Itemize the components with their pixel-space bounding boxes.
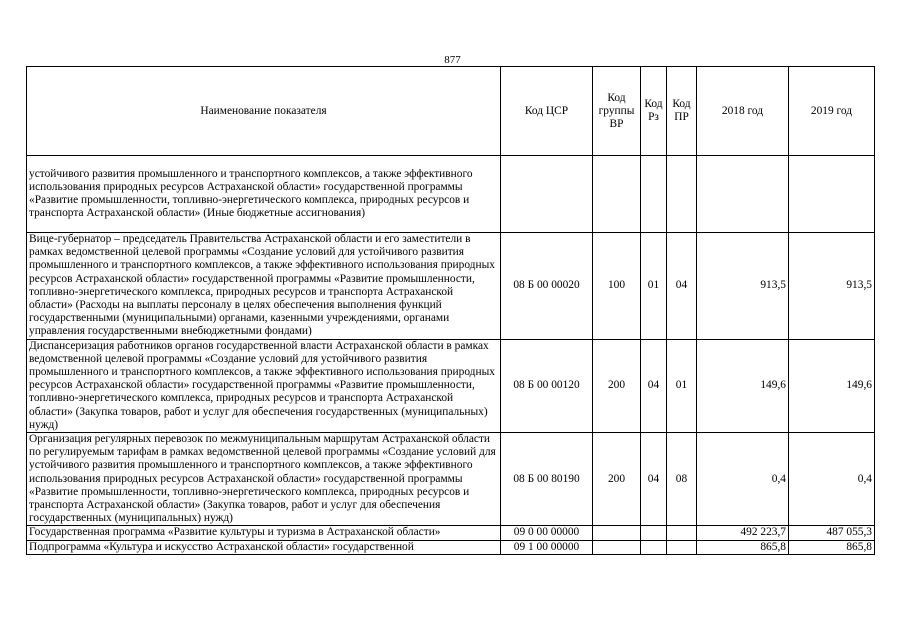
row-pr: 04 [667,233,697,340]
row-vr: 100 [593,233,641,340]
row-name: Подпрограмма «Культура и искусство Астраханской области» государственной [27,540,501,554]
table-header-row [27,67,875,156]
table-row [27,540,875,554]
header-rz: Код Рз [641,67,667,156]
table-row [27,156,875,233]
header-pr: Код ПР [667,67,697,156]
row-rz [641,156,667,233]
row-rz: 01 [641,233,667,340]
page-number: 877 [444,54,461,66]
header-vr: Код группы ВР [593,67,641,156]
row-name: Вице-губернатор – председатель Правительства Астраханской области и его заместители в рамках ведомственной целевой программы «Создание условий для устойчивого развития промышленного и транспортного комплексов, а также эффективного использования природных ресурсов Астраханской области» государственной программы «Развитие промышленности, топливно-энергетического комплекса, природных ресурсов и транспорта Астраханской области» (Расходы на выплаты персоналу в целях обеспечения выполнения функций государственными (муниципальными) органами, казенными учреждениями, органами управления государственными внебюджетными фондами) [27,233,501,340]
header-2019: 2019 год [789,67,875,156]
table-row [27,233,875,340]
row-pr [667,526,697,540]
header-2018: 2018 год [697,67,789,156]
row-vr: 200 [593,433,641,526]
header-name: Наименование показателя [27,67,501,156]
budget-table [26,66,875,555]
row-name: Диспансеризация работников органов государственной власти Астраханской области в рамках ведомственной целевой программы «Создание условий для устойчивого развития промышленного и транспортного комплексов, а также эффективного использования природных ресурсов Астраханской области» государственной программы «Развитие промышленности, топливно-энергетического комплекса, природных ресурсов и транспорта Астраханской области» (Закупка товаров, работ и услуг для обеспечения государственных (муниципальных) нужд) [27,339,501,432]
row-2019: 913,5 [789,233,875,340]
row-rz [641,526,667,540]
table-row [27,339,875,432]
row-2019 [789,156,875,233]
row-vr [593,540,641,554]
row-csr: 08 Б 00 80190 [501,433,593,526]
row-2018: 492 223,7 [697,526,789,540]
row-2018: 0,4 [697,433,789,526]
row-pr: 01 [667,339,697,432]
row-vr [593,156,641,233]
row-name: Государственная программа «Развитие культуры и туризма в Астраханской области» [27,526,501,540]
row-name: устойчивого развития промышленного и транспортного комплексов, а также эффективного использования природных ресурсов Астраханской области» государственной программы «Развитие промышленности, топливно-энергетического комплекса, природных ресурсов и транспорта Астраханской области» (Иные бюджетные ассигнования) [27,156,501,233]
row-pr: 08 [667,433,697,526]
row-2018 [697,156,789,233]
row-csr: 09 0 00 00000 [501,526,593,540]
row-rz [641,540,667,554]
row-csr: 08 Б 00 00020 [501,233,593,340]
row-csr [501,156,593,233]
row-vr: 200 [593,339,641,432]
row-2018: 913,5 [697,233,789,340]
table-row [27,526,875,540]
table-row [27,433,875,526]
row-2018: 865,8 [697,540,789,554]
header-csr: Код ЦСР [501,67,593,156]
row-pr [667,156,697,233]
row-pr [667,540,697,554]
row-csr: 09 1 00 00000 [501,540,593,554]
row-2019: 487 055,3 [789,526,875,540]
row-2019: 0,4 [789,433,875,526]
row-name: Организация регулярных перевозок по межмуниципальным маршрутам Астраханской области по регулируемым тарифам в рамках ведомственной целевой программы «Создание условий для устойчивого развития промышленного и транспортного комплексов, а также эффективного использования природных ресурсов Астраханской области» государственной программы «Развитие промышленности, топливно-энергетического комплекса, природных ресурсов и транспорта Астраханской области» (Закупка товаров, работ и услуг для обеспечения государственных (муниципальных) нужд) [27,433,501,526]
row-rz: 04 [641,433,667,526]
row-vr [593,526,641,540]
row-csr: 08 Б 00 00120 [501,339,593,432]
row-2019: 149,6 [789,339,875,432]
row-rz: 04 [641,339,667,432]
row-2018: 149,6 [697,339,789,432]
row-2019: 865,8 [789,540,875,554]
